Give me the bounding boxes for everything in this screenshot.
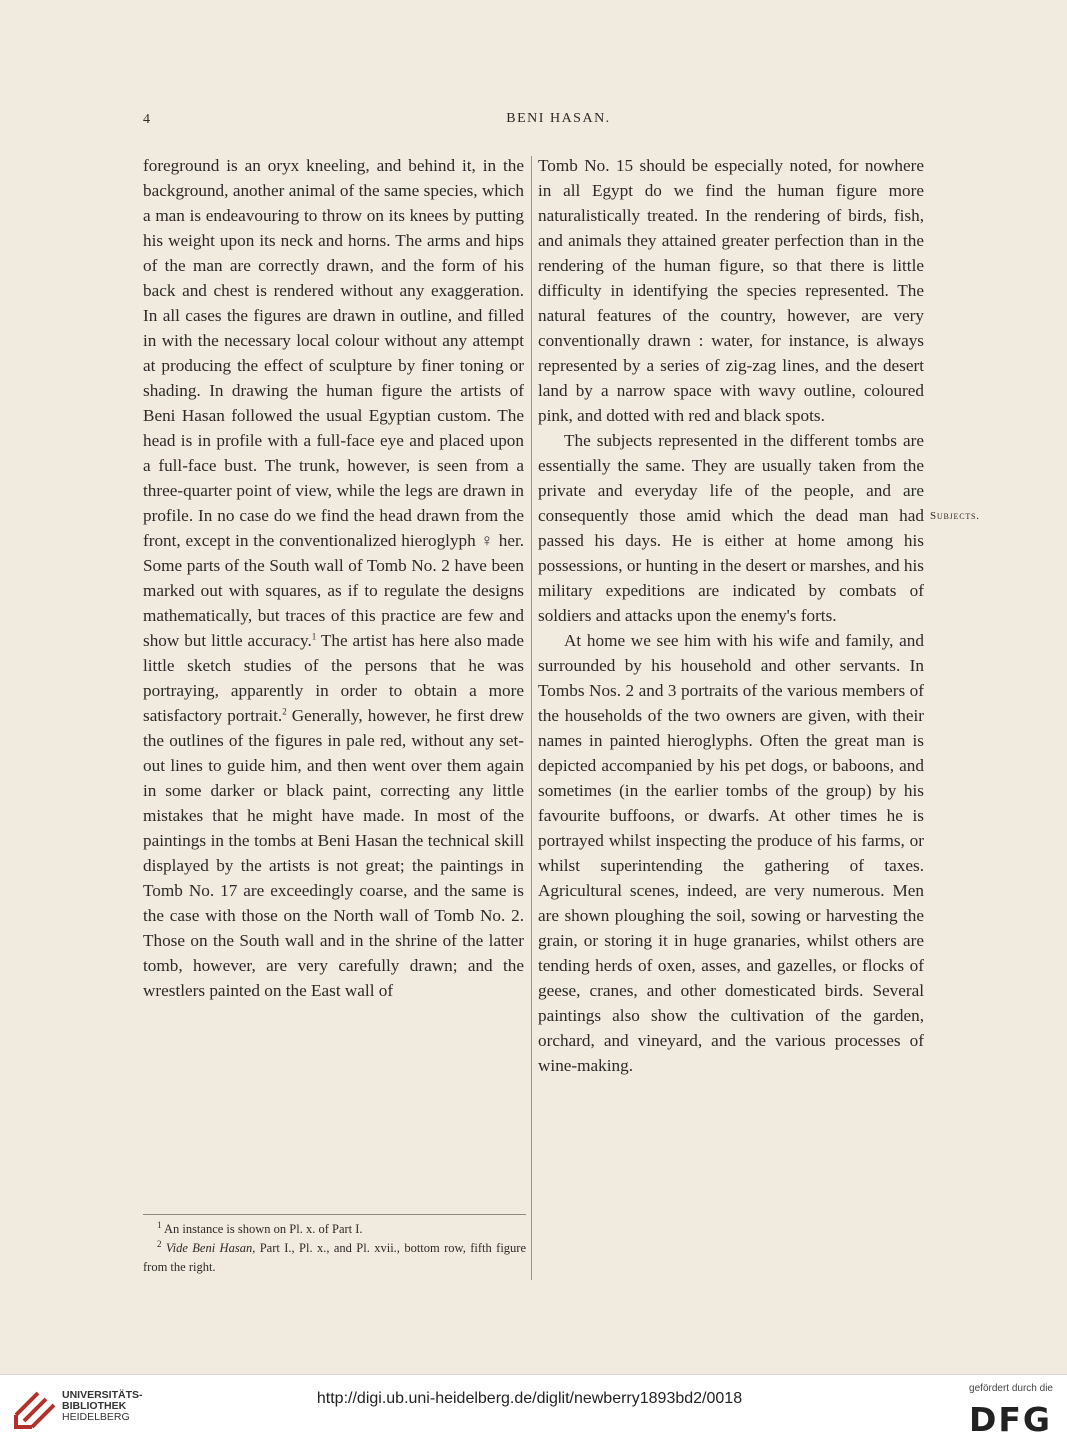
hieroglyph-icon: ♀ (480, 531, 494, 550)
permalink-url[interactable]: http://digi.ub.uni-heidelberg.de/diglit/newberry1893bd2/0018 (316, 1390, 743, 1407)
right-paragraph-2: The subjects represented in the different tombs are essentially the same. They are usually taken from the private and everyday life of the people, and are consequently those amid which the dead man had passed his days. He is either at home among his possessions, or hunting in the desert or marshes, and his military expeditions are indicated by combats of soldiers and attacks upon the enemy's forts. (538, 431, 924, 625)
library-name-line-3: HEIDELBERG (62, 1411, 130, 1423)
left-text-4: Generally, however, he first drew the outlines of the figures in pale red, without any set-out lines to guide him, and then went over them again in some darker or black paint, correcting any little mistakes that he might have made. In most of the paintings in the tombs at Beni Hasan the technical skill displayed by the artists is not great; the paintings in Tomb No. 17 are exceedingly coarse, and the same is the case with those on the North wall of Tomb No. 2. Those on the South wall and in the shrine of the latter tomb, however, are very carefully drawn; and the wrestlers painted on the East wall of (143, 706, 524, 1000)
funding-label: gefördert durch die (969, 1383, 1053, 1394)
left-column (143, 153, 524, 1003)
left-text-2: her. Some parts of the South wall of Tomb No. 2 have been marked out with squares, as if to regulate the designs mathematically, but traces of this practice are few and show but little accuracy. (143, 531, 525, 650)
footnote-1 (143, 1220, 526, 1239)
footnote-2 (143, 1239, 526, 1277)
footnote-mark-2: 2 (282, 706, 287, 717)
footnote-rule (143, 1214, 526, 1215)
column-rule (531, 156, 532, 1280)
footnote-1-text: An instance is shown on Pl. x. of Part I. (163, 1222, 363, 1236)
right-column (538, 153, 924, 1078)
library-name-line-1: UNIVERSITÄTS- (62, 1389, 143, 1401)
page-number: 4 (143, 112, 150, 127)
footnote-2-mark: 2 (157, 1238, 162, 1249)
left-text-3: The artist has here also made little sketch studies of the persons that he was portraying, apparently in order to obtain a more satisfactory portrait. (143, 631, 524, 725)
left-paragraph (143, 153, 524, 1003)
footnotes (143, 1220, 526, 1277)
right-paragraph-3: At home we see him with his wife and family, and surrounded by his household and other servants. In Tombs Nos. 2 and 3 portraits of the various members of the households of the two owners are given, with their names in painted hieroglyphs. Often the great man is depicted accompanied by his pet dogs, or baboons, and sometimes (in the earlier tombs of the group) by his favourite buffoons, or dwarfs. At other times he is portrayed whilst inspecting the produce of his farms, or whilst superintending the gathering of taxes. Agricultural scenes, indeed, are very numerous. Men are shown ploughing the soil, sowing or harvesting the grain, or storing it in huge granaries, whilst others are tending herds of oxen, asses, and gazelles, or flocks of geese, cranes, and other domesticated birds. Several paintings also show the cultivation of the garden, orchard, and vineyard, and the various processes of wine-making. (538, 631, 924, 1075)
running-title: BENI HASAN. (506, 111, 611, 126)
footnote-mark-1: 1 (311, 631, 317, 642)
margin-note: Subjects. (930, 510, 980, 522)
footer-bar (0, 1374, 1067, 1450)
right-paragraph-1: Tomb No. 15 should be especially noted, for nowhere in all Egypt do we find the human figure more naturalistically treated. In the rendering of birds, fish, and animals they attained greater perfection than in the rendering of the human figure, so that there is little difficulty in identifying the species represented. The natural features of the country, however, are very conventionally drawn : water, for instance, is always represented by a series of zig-zag lines, and the desert land by a narrow space with wavy outline, coloured pink, and dotted with red and black spots. (538, 156, 924, 425)
footnote-2-text: Part I., Pl. x., and Pl. xvii., bottom row, fifth figure from the right. (143, 1241, 527, 1274)
dfg-logo: DFG (968, 1400, 1052, 1439)
footnote-2-italic: Vide Beni Hasan, (165, 1241, 256, 1255)
left-text-1: foreground is an oryx kneeling, and behind it, in the background, another animal of the same species, which a man is endeavouring to throw on its knees by putting his weight upon its neck and horns. The arms and hips of the man are correctly drawn, and the form of his back and chest is rendered without any exaggeration. In all cases the figures are drawn in outline, and filled in with the necessary local colour without any attempt at producing the effect of sculpture by finer toning or shading. In drawing the human figure the artists of Beni Hasan followed the usual Egyptian custom. The head is in profile with a full-face eye and placed upon a full-face bust. The trunk, however, is seen from a three-quarter point of view, while the legs are drawn in profile. In no case do we find the head drawn from the front, except in the conventionalized hieroglyph (143, 156, 524, 550)
library-name-line-2: BIBLIOTHEK (62, 1400, 127, 1412)
footnote-1-mark: 1 (157, 1219, 162, 1230)
